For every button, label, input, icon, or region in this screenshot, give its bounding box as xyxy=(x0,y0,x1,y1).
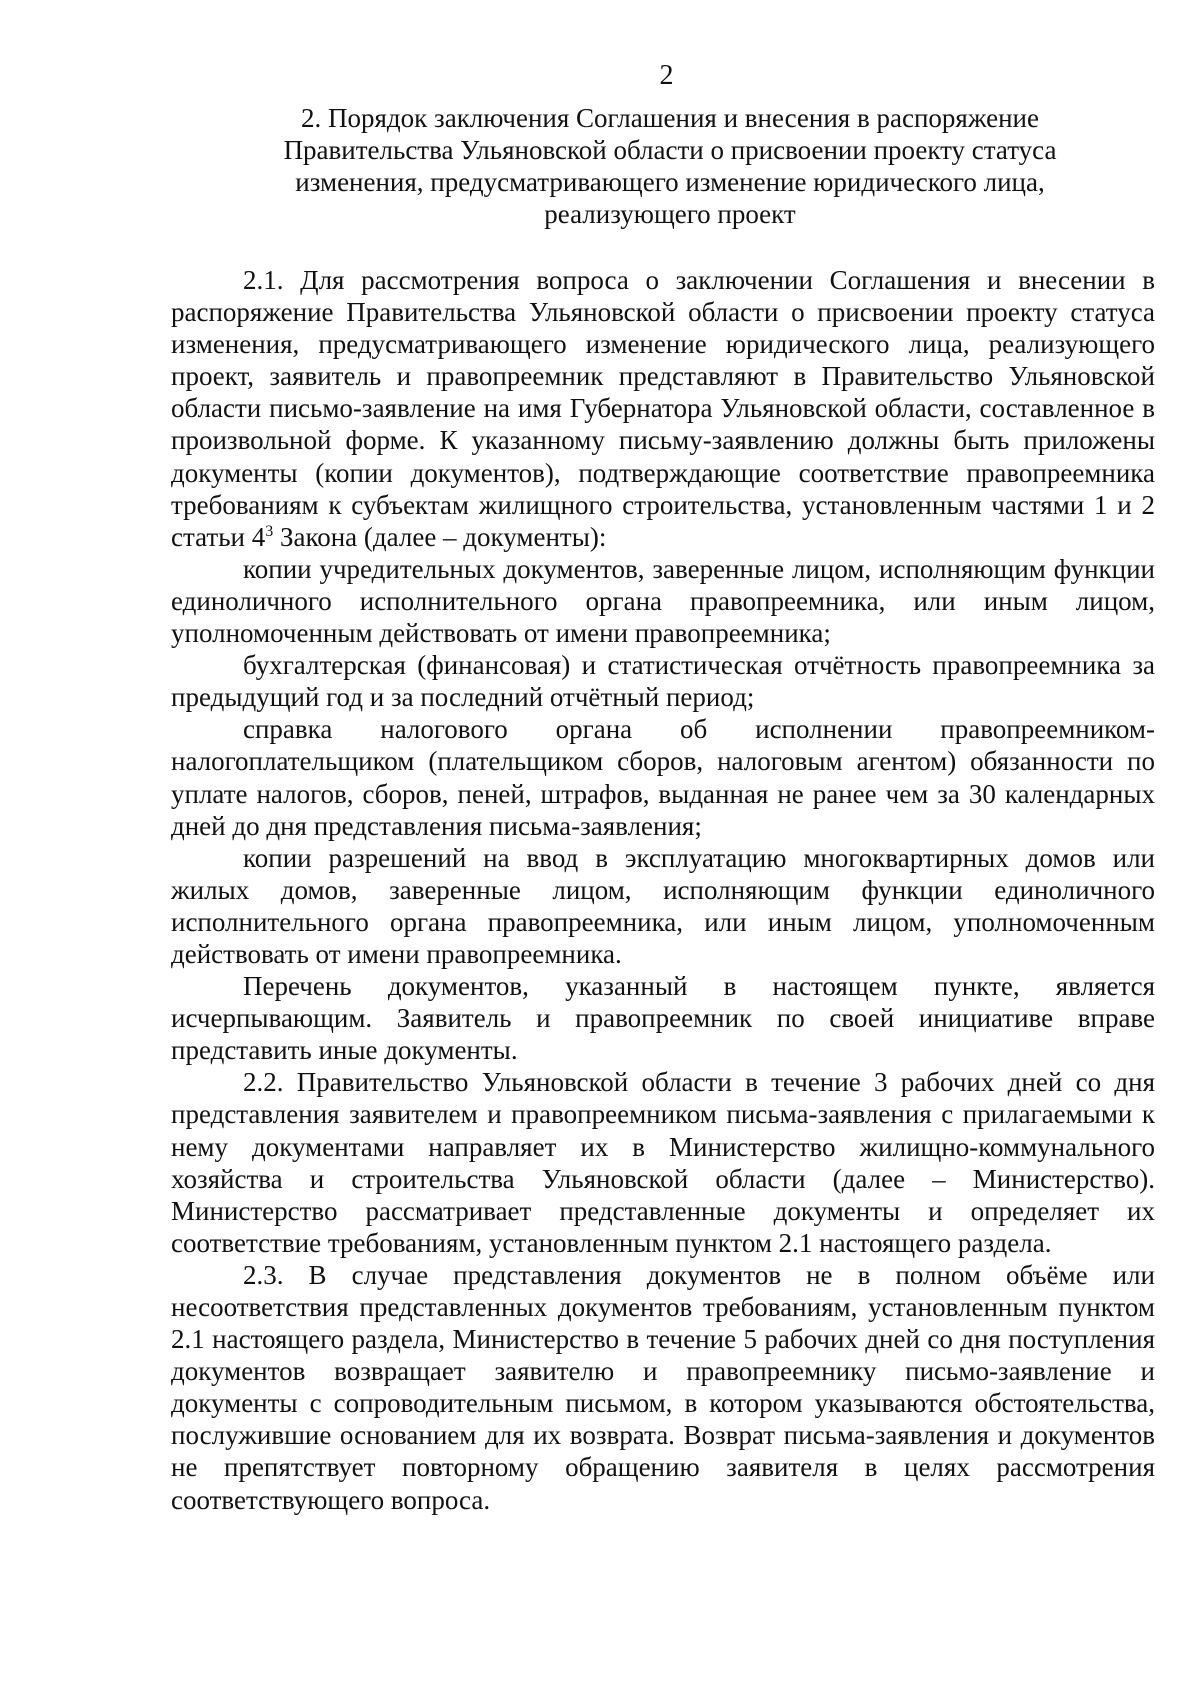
paragraph-2-1-tail: Закона (далее – документы): xyxy=(273,521,607,552)
article-superscript: 3 xyxy=(265,522,274,540)
list-item-tax-certificate: справка налогового органа об исполнении правопреемником-налогоплательщиком (плательщиком сборов, налоговым агентом) обязанности по уплате налогов, сборов, пеней, штрафов, выданная не ранее чем за 30 календарных дней до дня представления письма-заявления; xyxy=(171,714,1155,841)
page-number: 2 xyxy=(659,60,674,91)
heading-line-1: 2. Порядок заключения Соглашения и внесения в распоряжение xyxy=(301,103,1039,133)
paragraph-2-3: 2.3. В случае представления документов не в полном объёме или несоответствия представленных документов требованиям, установленным пунктом 2.1 настоящего раздела, Министерство в течение 5 рабочих дней со дня поступления документов возвращает заявителю и правопреемнику письмо-заявление и документы с сопроводительным письмом, в котором указываются обстоятельства, послужившие основанием для их возврата. Возврат письма-заявления и документов не препятствует повторному обращению заявителя в целях рассмотрения соответствующего вопроса. xyxy=(171,1259,1155,1515)
paragraph-2-1 xyxy=(171,264,1155,553)
heading-line-4: реализующего проект xyxy=(544,199,796,229)
section-heading xyxy=(230,102,1110,230)
paragraph-2-2: 2.2. Правительство Ульяновской области в течение 3 рабочих дней со дня представления заявителем и правопреемником письма-заявления с прилагаемыми к нему документами направляет их в Министерство жилищно-коммунального хозяйства и строительства Ульяновской области (далее – Министерство). Министерство рассматривает представленные документы и определяет их соответствие требованиям, установленным пунктом 2.1 настоящего раздела. xyxy=(171,1067,1155,1258)
paragraph-2-1-text: 2.1. Для рассмотрения вопроса о заключении Соглашения и внесении в распоряжение Правительства Ульяновской области о присвоении проекту статуса изменения, предусматривающего изменение юридического лица, реализующего проект, заявитель и правопреемник представляют в Правительство Ульяновской области письмо-заявление на имя Губернатора Ульяновской области, составленное в произвольной форме. К указанному письму-заявлению должны быть приложены документы (копии документов), подтверждающие соответствие правопреемника требованиям к субъектам жилищного строительства, установленным частями 1 и 2 статьи 4 xyxy=(171,265,1155,552)
list-item-founding-documents: копии учредительных документов, заверенные лицом, исполняющим функции единоличного исполнительного органа правопреемника, или иным лицом, уполномоченным действовать от имени правопреемника; xyxy=(171,553,1155,649)
heading-line-3: изменения, предусматривающего изменение юридического лица, xyxy=(295,167,1045,197)
heading-line-2: Правительства Ульяновской области о присвоении проекту статуса xyxy=(283,135,1057,165)
list-item-commissioning-permits: копии разрешений на ввод в эксплуатацию многоквартирных домов или жилых домов, заверенные лицом, исполняющим функции единоличного исполнительного органа правопреемника, или иным лицом, уполномоченным действовать от имени правопреемника. xyxy=(171,842,1155,969)
list-item-financial-reports: бухгалтерская (финансовая) и статистическая отчётность правопреемника за предыдущий год и за последний отчётный период; xyxy=(171,650,1155,713)
document-body xyxy=(171,264,1155,1516)
paragraph-list-note: Перечень документов, указанный в настоящем пункте, является исчерпывающим. Заявитель и правопреемник по своей инициативе вправе представить иные документы. xyxy=(171,971,1155,1066)
